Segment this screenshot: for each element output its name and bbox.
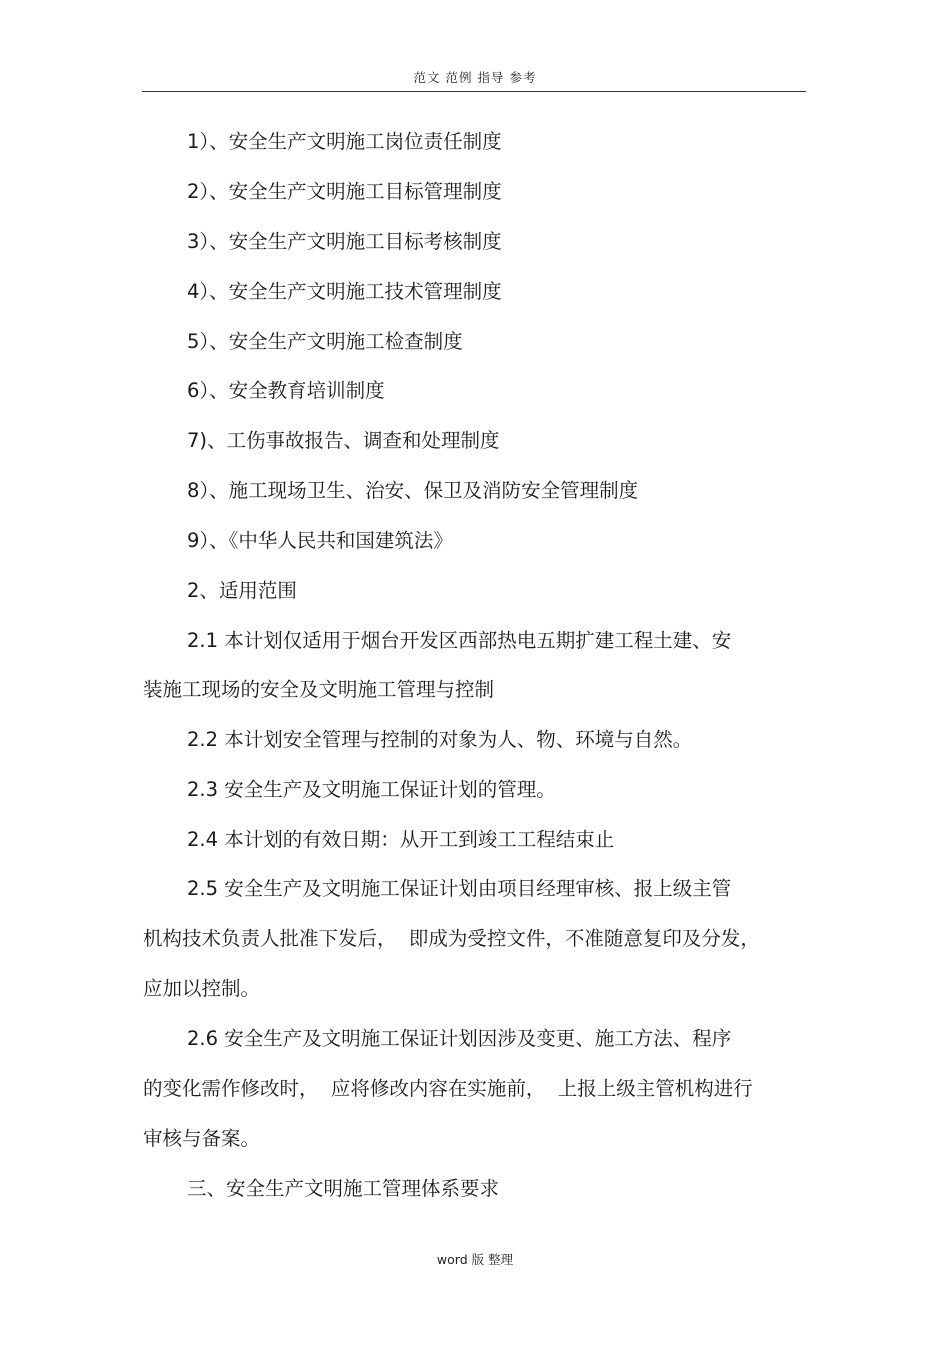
page-footer: word 版 整理 [436, 1252, 514, 1267]
list-item: 2）、安全生产文明施工目标管理制度 [187, 180, 502, 203]
page-header: 范文 范例 指导 参考 [413, 70, 537, 85]
paragraph-line: 应加以控制。 [143, 977, 261, 1000]
list-item: 8）、施工现场卫生、治安、保卫及消防安全管理制度 [187, 479, 639, 502]
paragraph-line: 审核与备案。 [143, 1127, 261, 1150]
list-item: 3）、安全生产文明施工目标考核制度 [187, 230, 502, 253]
paragraph-line: 2.3 安全生产及文明施工保证计划的管理。 [187, 778, 556, 801]
paragraph-line: 的变化需作修改时， 应将修改内容在实施前， 上报上级主管机构进行 [143, 1077, 753, 1100]
section-heading: 三、安全生产文明施工管理体系要求 [187, 1177, 500, 1200]
list-item: 4）、安全生产文明施工技术管理制度 [187, 280, 502, 303]
list-item: 1）、安全生产文明施工岗位责任制度 [187, 130, 502, 153]
list-item: 5）、安全生产文明施工检查制度 [187, 330, 463, 353]
list-item: 6）、安全教育培训制度 [187, 379, 385, 402]
list-item: 7)、工伤事故报告、调查和处理制度 [187, 429, 500, 452]
list-item: 9）、《中华人民共和国建筑法》 [187, 529, 453, 552]
paragraph-line: 2.4 本计划的有效日期：从开工到竣工工程结束止 [187, 828, 615, 851]
header-divider [142, 91, 806, 92]
paragraph-line: 2.1 本计划仅适用于烟台开发区西部热电五期扩建工程土建、安 [187, 629, 732, 652]
paragraph-line: 2.6 安全生产及文明施工保证计划因涉及变更、施工方法、程序 [187, 1027, 732, 1050]
section-heading: 2、适用范围 [187, 579, 297, 602]
paragraph-line: 机构技术负责人批准下发后， 即成为受控文件，不准随意复印及分发， [143, 927, 760, 950]
paragraph-line: 2.2 本计划安全管理与控制的对象为人、物、环境与自然。 [187, 728, 693, 751]
paragraph-line: 装施工现场的安全及文明施工管理与控制 [143, 678, 495, 701]
paragraph-line: 2.5 安全生产及文明施工保证计划由项目经理审核、报上级主管 [187, 877, 732, 900]
